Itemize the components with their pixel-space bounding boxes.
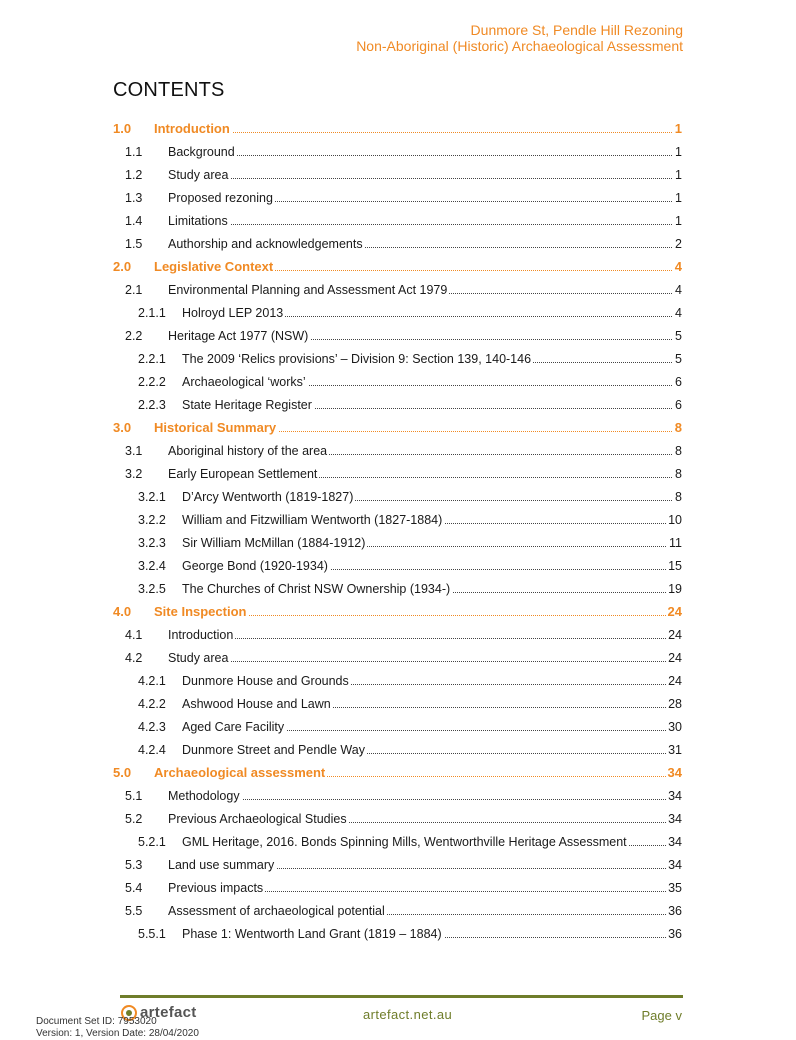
toc-entry-number: 1.5 <box>125 236 143 251</box>
toc-entry-number: 2.2.1 <box>138 351 166 366</box>
toc-entry-title[interactable]: Site Inspection <box>154 604 247 619</box>
toc-entry-number: 2.0 <box>113 259 132 274</box>
toc-entry-title[interactable]: The 2009 ‘Relics provisions’ – Division 9: Section 139, 140-146 <box>182 351 532 366</box>
toc-entry-title[interactable]: Assessment of archaeological potential <box>168 903 385 918</box>
toc-entry[interactable] <box>0 554 796 577</box>
toc-entry-title[interactable]: Study area <box>168 167 229 182</box>
toc-entry-number: 5.4 <box>125 880 143 895</box>
toc-entry[interactable] <box>0 600 796 623</box>
footer-divider <box>120 995 683 998</box>
toc-entry[interactable] <box>0 370 796 393</box>
toc-entry-page[interactable]: 35 <box>668 880 682 895</box>
toc-entry-page[interactable]: 36 <box>668 926 682 941</box>
toc-entry-title[interactable]: Background <box>168 144 235 159</box>
toc-entry-title[interactable]: Historical Summary <box>154 420 277 435</box>
toc-entry-number: 4.0 <box>113 604 132 619</box>
doc-version: Version: 1, Version Date: 28/04/2020 <box>36 1028 199 1039</box>
toc-entry[interactable] <box>0 347 796 370</box>
toc-entry-page[interactable]: 31 <box>668 742 682 757</box>
toc-entry-number: 3.2.3 <box>138 535 166 550</box>
toc-entry[interactable] <box>0 140 796 163</box>
toc-entry[interactable] <box>0 209 796 232</box>
toc-entry[interactable] <box>0 830 796 853</box>
toc-entry[interactable] <box>0 439 796 462</box>
toc-entry-number: 2.1 <box>125 282 143 297</box>
toc-entry-number: 5.1 <box>125 788 143 803</box>
toc-entry-number: 5.5.1 <box>138 926 166 941</box>
toc-entry-title[interactable]: Previous Archaeological Studies <box>168 811 347 826</box>
toc-dot-leader <box>175 178 678 179</box>
toc-entry-number: 3.2.2 <box>138 512 166 527</box>
toc-entry-title[interactable]: Archaeological ‘works’ <box>182 374 306 389</box>
toc-entry[interactable] <box>0 485 796 508</box>
toc-entry-page[interactable]: 34 <box>667 765 682 780</box>
page-number: Page v <box>641 1008 682 1023</box>
toc-entry[interactable] <box>0 784 796 807</box>
toc-entry-page[interactable]: 36 <box>668 903 682 918</box>
toc-entry[interactable] <box>0 807 796 830</box>
toc-entry-page[interactable]: 5 <box>675 328 682 343</box>
toc-entry-title[interactable]: Introduction <box>168 627 234 642</box>
toc-entry-page[interactable]: 34 <box>668 788 682 803</box>
toc-entry-title[interactable]: Sir William McMillan (1884-1912) <box>182 535 366 550</box>
toc-entry-page[interactable]: 4 <box>674 259 682 274</box>
toc-entry-page[interactable]: 1 <box>674 121 682 136</box>
toc-entry[interactable] <box>0 416 796 439</box>
toc-entry-number: 3.2.5 <box>138 581 166 596</box>
toc-entry[interactable] <box>0 738 796 761</box>
toc-entry[interactable] <box>0 669 796 692</box>
toc-entry-page[interactable]: 15 <box>668 558 682 573</box>
toc-entry[interactable] <box>0 577 796 600</box>
toc-entry-title[interactable]: Phase 1: Wentworth Land Grant (1819 – 1884) <box>182 926 442 941</box>
toc-dot-leader <box>175 661 678 662</box>
toc-entry[interactable] <box>0 531 796 554</box>
toc-entry-page[interactable]: 4 <box>675 305 682 320</box>
toc-entry-number: 4.1 <box>125 627 143 642</box>
toc-entry-title[interactable]: Land use summary <box>168 857 275 872</box>
toc-entry-title[interactable]: Dunmore House and Grounds <box>182 673 349 688</box>
toc-entry-title[interactable]: Holroyd LEP 2013 <box>182 305 284 320</box>
logo-text: artefact <box>140 1004 197 1021</box>
toc-dot-leader <box>175 155 678 156</box>
toc-entry-page[interactable]: 34 <box>668 857 682 872</box>
toc-entry[interactable] <box>0 117 796 140</box>
toc-entry-page[interactable]: 34 <box>668 811 682 826</box>
toc-entry-number: 3.2.4 <box>138 558 166 573</box>
toc-entry-number: 3.2 <box>125 466 143 481</box>
toc-entry-page[interactable]: 1 <box>675 144 682 159</box>
toc-entry-title[interactable]: D’Arcy Wentworth (1819-1827) <box>182 489 354 504</box>
toc-entry-page[interactable]: 28 <box>668 696 682 711</box>
toc-entry-page[interactable]: 8 <box>675 443 682 458</box>
running-header <box>356 22 683 54</box>
toc-entry-title[interactable]: Ashwood House and Lawn <box>182 696 331 711</box>
toc-entry-number: 2.2.3 <box>138 397 166 412</box>
header-line-2: Non-Aboriginal (Historic) Archaeological Assessment <box>356 38 683 54</box>
toc-entry-number: 1.3 <box>125 190 143 205</box>
toc-entry[interactable] <box>0 186 796 209</box>
toc-entry-title[interactable]: Early European Settlement <box>168 466 318 481</box>
toc-entry-title[interactable]: Introduction <box>154 121 230 136</box>
toc-entry-title[interactable]: Study area <box>168 650 229 665</box>
toc-entry-page[interactable]: 1 <box>675 213 682 228</box>
doc-set-id: Document Set ID: 7953020 <box>36 1016 157 1027</box>
toc-entry-page[interactable]: 8 <box>675 489 682 504</box>
toc-entry-number: 3.1 <box>125 443 143 458</box>
toc-entry-number: 3.2.1 <box>138 489 166 504</box>
toc-dot-leader <box>160 132 678 133</box>
toc-entry[interactable] <box>0 646 796 669</box>
toc-entry[interactable] <box>0 462 796 485</box>
toc-entry-title[interactable]: Archaeological assessment <box>154 765 326 780</box>
toc-entry[interactable] <box>0 876 796 899</box>
toc-entry-page[interactable]: 24 <box>668 650 682 665</box>
toc-entry-title[interactable]: Environmental Planning and Assessment Act 1979 <box>168 282 448 297</box>
toc-entry[interactable] <box>0 853 796 876</box>
toc-entry-page[interactable]: 4 <box>675 282 682 297</box>
toc-entry-title[interactable]: GML Heritage, 2016. Bonds Spinning Mills, Wentworthville Heritage Assessment <box>182 834 627 849</box>
toc-entry-page[interactable]: 5 <box>675 351 682 366</box>
toc-entry-page[interactable]: 19 <box>668 581 682 596</box>
toc-entry-title[interactable]: Proposed rezoning <box>168 190 273 205</box>
toc-entry-page[interactable]: 8 <box>674 420 682 435</box>
toc-entry-title[interactable]: The Churches of Christ NSW Ownership (1934-) <box>182 581 451 596</box>
toc-entry[interactable] <box>0 393 796 416</box>
toc-entry-number: 5.2.1 <box>138 834 166 849</box>
toc-entry-page[interactable]: 24 <box>668 673 682 688</box>
toc-entry[interactable] <box>0 163 796 186</box>
toc-entry-number: 4.2.3 <box>138 719 166 734</box>
toc-entry[interactable] <box>0 692 796 715</box>
contents-title: CONTENTS <box>113 79 225 101</box>
toc-entry-title[interactable]: Authorship and acknowledgements <box>168 236 363 251</box>
toc-entry[interactable] <box>0 278 796 301</box>
toc-entry-title[interactable]: Aged Care Facility <box>182 719 285 734</box>
toc-entry-page[interactable]: 1 <box>675 167 682 182</box>
table-of-contents <box>0 117 796 945</box>
toc-entry[interactable] <box>0 508 796 531</box>
toc-entry-page[interactable]: 6 <box>675 374 682 389</box>
toc-entry[interactable] <box>0 301 796 324</box>
toc-entry-title[interactable]: Heritage Act 1977 (NSW) <box>168 328 309 343</box>
toc-entry-number: 5.3 <box>125 857 143 872</box>
toc-entry-number: 5.5 <box>125 903 143 918</box>
toc-entry-number: 1.0 <box>113 121 132 136</box>
toc-entry-title[interactable]: Dunmore Street and Pendle Way <box>182 742 365 757</box>
toc-entry[interactable] <box>0 715 796 738</box>
toc-entry-number: 5.0 <box>113 765 132 780</box>
toc-entry-number: 4.2 <box>125 650 143 665</box>
toc-entry-title[interactable]: State Heritage Register <box>182 397 312 412</box>
toc-dot-leader <box>175 224 678 225</box>
toc-entry-title[interactable]: Previous impacts <box>168 880 264 895</box>
toc-entry[interactable] <box>0 255 796 278</box>
toc-dot-leader <box>175 799 678 800</box>
toc-entry-page[interactable]: 1 <box>675 190 682 205</box>
toc-entry[interactable] <box>0 324 796 347</box>
toc-entry-page[interactable]: 11 <box>669 535 682 550</box>
toc-entry[interactable] <box>0 761 796 784</box>
toc-entry-number: 1.2 <box>125 167 143 182</box>
toc-entry-number: 1.4 <box>125 213 143 228</box>
toc-entry-page[interactable]: 6 <box>675 397 682 412</box>
toc-entry-number: 1.1 <box>125 144 143 159</box>
toc-entry-page[interactable]: 2 <box>675 236 682 251</box>
document-info <box>36 1016 199 1040</box>
toc-entry-number: 5.2 <box>125 811 143 826</box>
toc-entry-number: 2.2 <box>125 328 143 343</box>
toc-entry-title[interactable]: Legislative Context <box>154 259 274 274</box>
header-line-1: Dunmore St, Pendle Hill Rezoning <box>470 22 683 38</box>
toc-entry-number: 2.2.2 <box>138 374 166 389</box>
toc-entry-title[interactable]: Limitations <box>168 213 228 228</box>
toc-entry-page[interactable]: 8 <box>675 466 682 481</box>
website-link[interactable]: artefact.net.au <box>363 1007 453 1022</box>
toc-dot-leader <box>175 638 678 639</box>
toc-entry-title[interactable]: George Bond (1920-1934) <box>182 558 328 573</box>
toc-entry-number: 4.2.1 <box>138 673 166 688</box>
toc-entry-page[interactable]: 24 <box>668 627 682 642</box>
toc-entry[interactable] <box>0 899 796 922</box>
toc-entry-number: 4.2.4 <box>138 742 166 757</box>
toc-entry-page[interactable]: 34 <box>668 834 682 849</box>
toc-entry-page[interactable]: 24 <box>667 604 682 619</box>
toc-entry[interactable] <box>0 922 796 945</box>
toc-entry[interactable] <box>0 232 796 255</box>
toc-entry-number: 3.0 <box>113 420 132 435</box>
toc-entry-page[interactable]: 30 <box>668 719 682 734</box>
toc-entry-title[interactable]: Methodology <box>168 788 240 803</box>
toc-entry-number: 4.2.2 <box>138 696 166 711</box>
toc-entry-title[interactable]: Aboriginal history of the area <box>168 443 328 458</box>
toc-entry-page[interactable]: 10 <box>668 512 682 527</box>
toc-entry[interactable] <box>0 623 796 646</box>
toc-entry-number: 2.1.1 <box>138 305 166 320</box>
toc-entry-title[interactable]: William and Fitzwilliam Wentworth (1827-1884) <box>182 512 443 527</box>
